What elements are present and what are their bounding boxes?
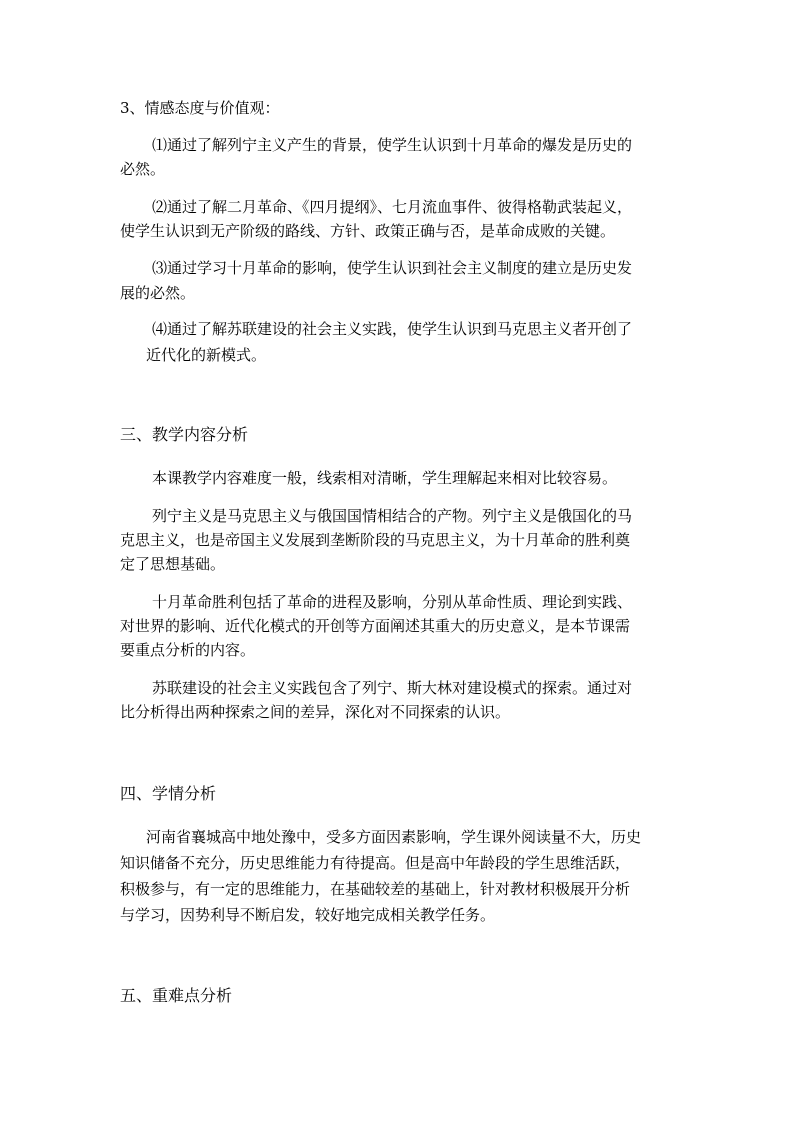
students-paragraph-line-2: 知识储备不充分，历史思维能力有待提高。但是高中年龄段的学生思维活跃， [120,854,631,872]
content-paragraph-2-line-1: 列宁主义是马克思主义与俄国国情相结合的产物。列宁主义是俄国化的马 [152,507,633,525]
objective-4-line-1: ⑷通过了解苏联建设的社会主义实践，使学生认识到马克思主义者开创了 [152,320,633,338]
objective-1-line-2: 必然。 [120,160,166,178]
content-paragraph-3-line-3: 要重点分析的内容。 [120,641,256,659]
students-paragraph-line-3: 积极参与，有一定的思维能力，在基础较差的基础上，针对教材积极展开分析 [120,880,631,898]
content-paragraph-1-line-1: 本课教学内容难度一般，线索相对清晰，学生理解起来相对比较容易。 [152,469,618,487]
objective-2-line-2: 使学生认识到无产阶级的路线、方针、政策正确与否，是革命成败的关键。 [120,222,616,240]
objective-3-line-2: 展的必然。 [120,284,196,302]
content-paragraph-3-line-2: 对世界的影响、近代化模式的开创等方面阐述其重大的历史意义，是本节课需 [120,617,631,635]
content-paragraph-2-line-2: 克思主义，也是帝国主义发展到垄断阶段的马克思主义，为十月革命的胜利奠 [120,531,631,549]
content-paragraph-4-line-1: 苏联建设的社会主义实践包含了列宁、斯大林对建设模式的探索。通过对 [152,679,633,697]
content-paragraph-3-line-1: 十月革命胜利包括了革命的进程及影响，分别从革命性质、理论到实践、 [152,593,633,611]
objective-4-line-2: 近代化的新模式。 [146,346,267,364]
section-heading-student-analysis: 四、学情分析 [120,784,217,803]
section-heading-key-difficult-points: 五、重难点分析 [120,986,233,1005]
students-paragraph-line-1: 河南省襄城高中地处豫中，受多方面因素影响，学生课外阅读量不大，历史 [146,828,642,846]
section-heading-content-analysis: 三、教学内容分析 [120,425,249,444]
objective-1-line-1: ⑴通过了解列宁主义产生的背景，使学生认识到十月革命的爆发是历史的 [152,136,633,154]
students-paragraph-line-4: 与学习，因势利导不断启发，较好地完成相关教学任务。 [120,906,496,924]
content-paragraph-4-line-2: 比分析得出两种探索之间的差异，深化对不同探索的认识。 [120,703,511,721]
objective-2-line-1: ⑵通过了解二月革命、《四月提纲》、七月流血事件、彼得格勒武装起义， [152,198,633,216]
content-paragraph-2-line-3: 定了思想基础。 [120,555,226,573]
subsection-title-emotion-values: 3、情感态度与价值观： [120,99,280,117]
objective-3-line-1: ⑶通过学习十月革命的影响，使学生认识到社会主义制度的建立是历史发 [152,259,633,277]
